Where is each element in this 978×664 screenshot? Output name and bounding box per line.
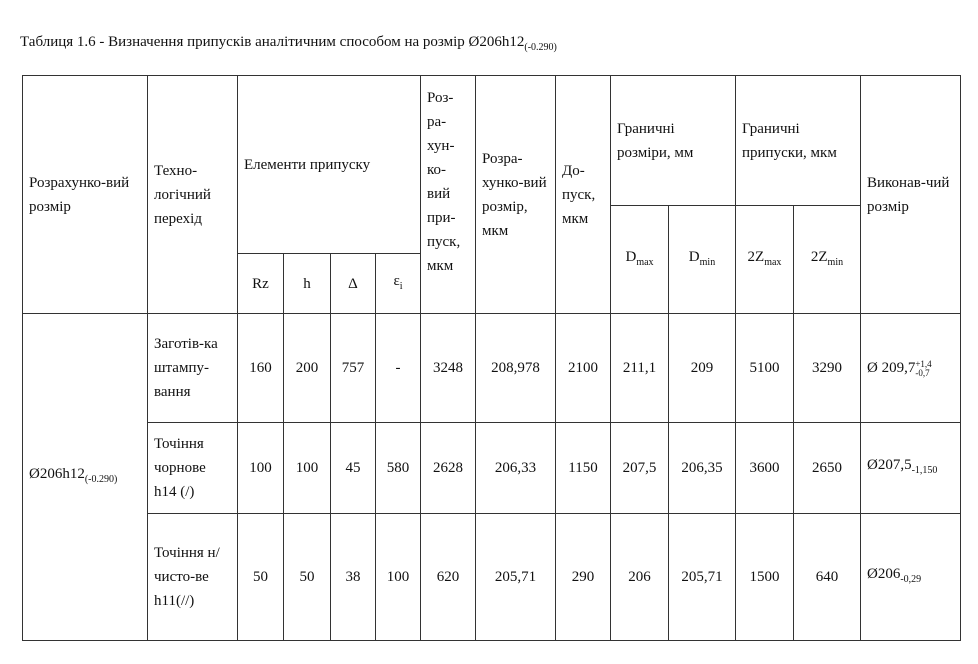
dmin-cell: 205,71 [669,514,736,641]
dmin-cell: 206,35 [669,423,736,514]
header-limit-sizes: Граничні розміри, мм [611,76,736,206]
rz-cell: 100 [238,423,284,514]
dmax-cell: 206 [611,514,669,641]
delta-cell: 45 [331,423,376,514]
calc-dim-cell: 208,978 [476,314,556,423]
allowance-cell: 2628 [421,423,476,514]
zmin-cell: 2650 [794,423,861,514]
header-delta: Δ [331,254,376,314]
header-allowance: Роз-ра-хун-ко-вий при-пуск, мкм [421,76,476,314]
allowance-cell: 620 [421,514,476,641]
calc-size-cell: $Ø206h12_{(-0.290)}$ [23,314,148,641]
rz-cell: 160 [238,314,284,423]
rz-cell: 50 [238,514,284,641]
dmax-cell: 211,1 [611,314,669,423]
header-elements: Елементи припуску [238,76,421,254]
calc-dim-cell: 205,71 [476,514,556,641]
transition-cell: Точіння н/чисто-ве h11(//) [148,514,238,641]
allowance-table [22,75,961,641]
header-tolerance: До-пуск, мкм [556,76,611,314]
allowance-cell: 3248 [421,314,476,423]
tolerance-cell: 290 [556,514,611,641]
calc-dim-cell: 206,33 [476,423,556,514]
exec-size-cell: Ø 209,7 +1,4 -0,7 [861,314,961,423]
table-caption: Таблиця 1.6 - Визначення припусків аналітичним способом на розмір $Ø206h12_{(-0.290)}$ [20,34,557,53]
table-row [23,423,961,514]
h-cell: 100 [284,423,331,514]
zmax-cell: 1500 [736,514,794,641]
header-calc-size: Розрахунко-вий розмір [23,76,148,314]
zmax-cell: 3600 [736,423,794,514]
transition-cell: Заготів-ка штампу-вання [148,314,238,423]
header-dmin: $D_{min}$ [669,206,736,314]
header-transition: Техно-логічний перехід [148,76,238,314]
tolerance-cell: 1150 [556,423,611,514]
header-limit-allowances: Граничні припуски, мкм [736,76,861,206]
header-dmax: $D_{max}$ [611,206,669,314]
header-eps: $\varepsilon_i$ [376,254,421,314]
tolerance-cell: 2100 [556,314,611,423]
eps-cell: - [376,314,421,423]
header-calc-dim: Розра-хунко-вий розмір, мкм [476,76,556,314]
h-cell: 200 [284,314,331,423]
header-rz: Rz [238,254,284,314]
zmax-cell: 5100 [736,314,794,423]
eps-cell: 100 [376,514,421,641]
eps-cell: 580 [376,423,421,514]
header-exec-size: Виконав-чий розмір [861,76,961,314]
table-row [23,514,961,641]
header-h: h [284,254,331,314]
h-cell: 50 [284,514,331,641]
zmin-cell: 640 [794,514,861,641]
delta-cell: 38 [331,514,376,641]
header-zmax: $2Z_{max}$ [736,206,794,314]
header-zmin: $2Z_{min}$ [794,206,861,314]
table-row [23,314,961,423]
zmin-cell: 3290 [794,314,861,423]
exec-size-cell: $Ø207,5_{-1,150}$ [861,423,961,514]
delta-cell: 757 [331,314,376,423]
exec-size-cell: $Ø206_{-0,29}$ [861,514,961,641]
dmax-cell: 207,5 [611,423,669,514]
transition-cell: Точіння чорнове h14 (/) [148,423,238,514]
dmin-cell: 209 [669,314,736,423]
